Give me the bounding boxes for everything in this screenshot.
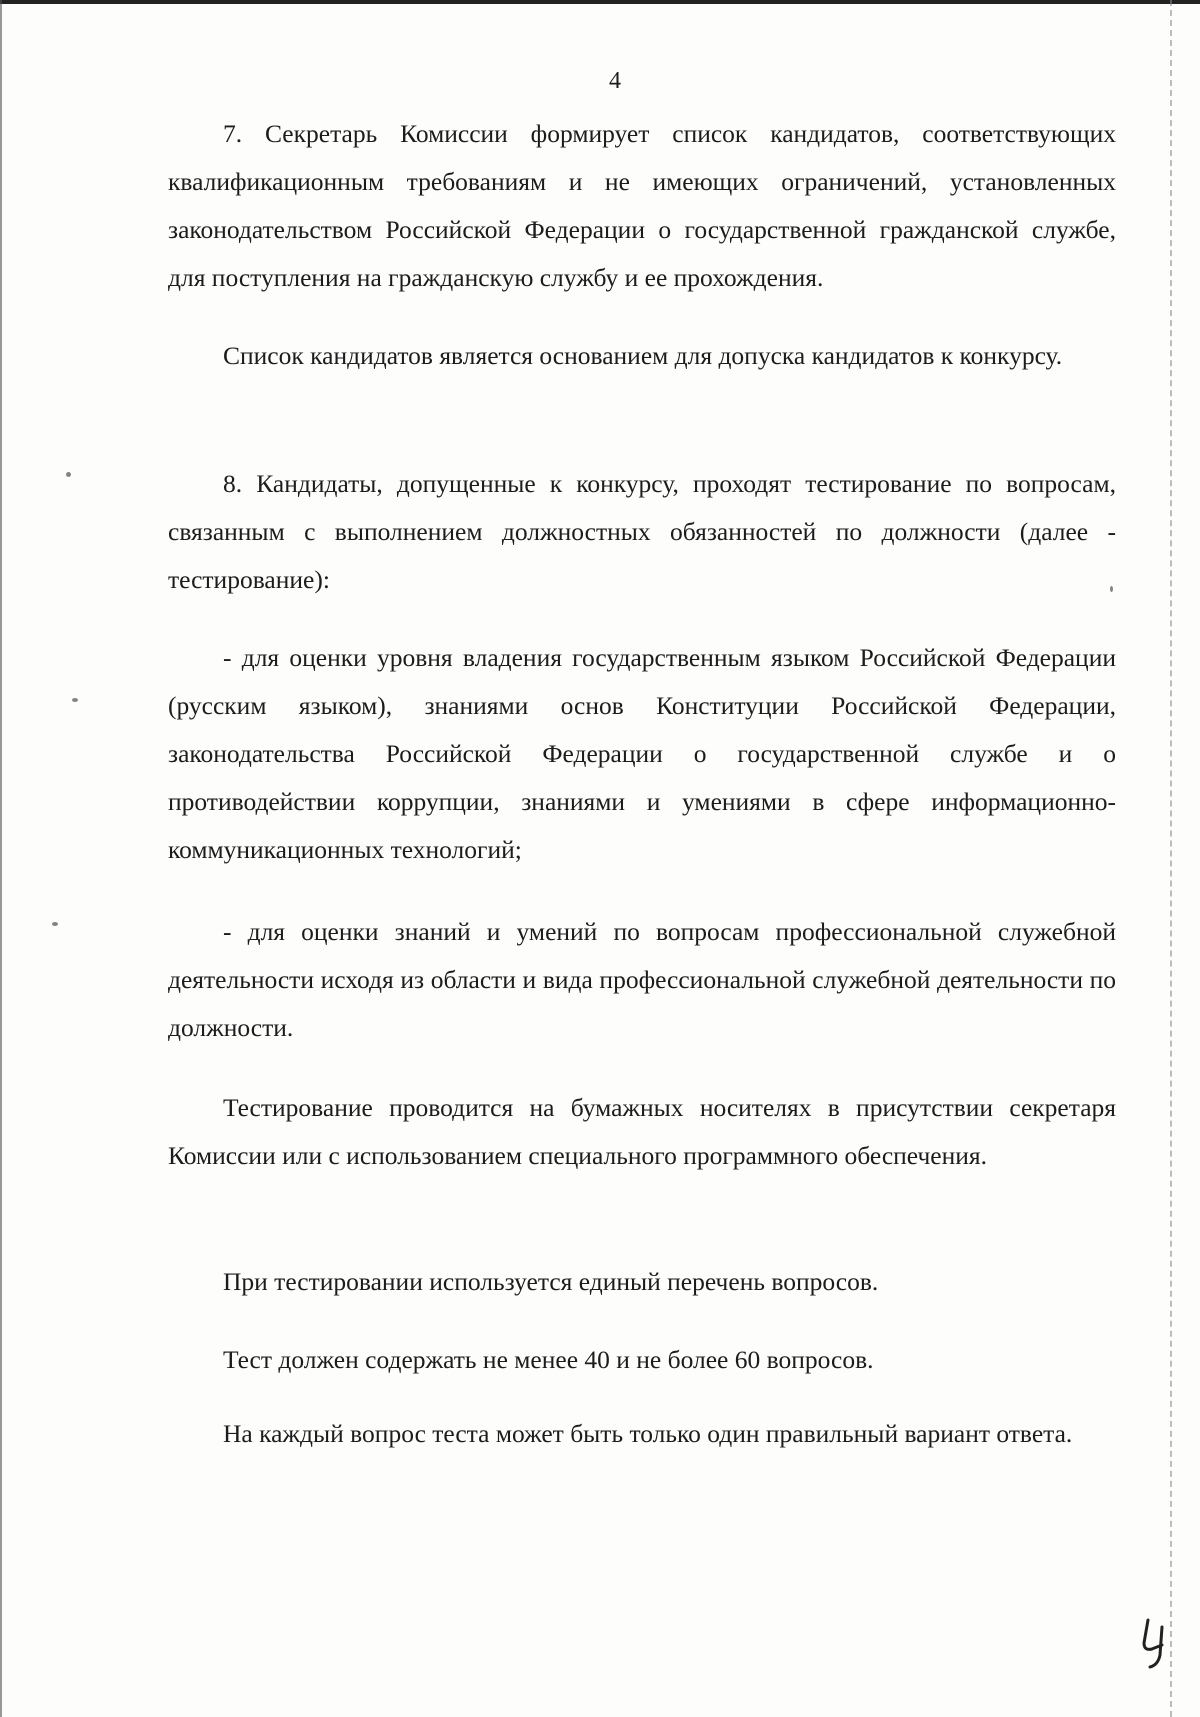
scan-left-edge xyxy=(0,0,2,1717)
scan-binding-edge xyxy=(1170,0,1173,1717)
scan-speck xyxy=(72,698,78,702)
paragraph-single-answer: На каждый вопрос теста может быть только один правильный вариант ответа. xyxy=(223,1419,1073,1448)
scan-speck xyxy=(52,922,58,926)
paragraph-list-basis: Список кандидатов является основанием для допуска кандидатов к конкурсу. xyxy=(223,341,1063,370)
paragraph-7-secretary-list: 7. Секретарь Комиссии формирует список кандидатов, соответствующих квалификационным требованиям и не имеющих ограничений, установленных законодательством Российской Федерации о государственной гражданской службе, для поступления на гражданскую службу и ее прохождения. xyxy=(168,119,1116,292)
scan-speck xyxy=(66,472,71,477)
scan-top-edge xyxy=(0,0,1200,4)
paragraph-question-list: При тестировании используется единый перечень вопросов. xyxy=(223,1267,879,1296)
paragraph-testing-professional: - для оценки знаний и умений по вопросам профессиональной служебной деятельности исходя из области и вида профессиональной служебной деятельности по должности. xyxy=(168,917,1116,1042)
paragraph-testing-format: Тестирование проводится на бумажных носителях в присутствии секретаря Комиссии или с использованием специального программного обеспечения. xyxy=(168,1093,1116,1170)
page-number: 4 xyxy=(609,68,621,94)
paragraph-testing-language: - для оценки уровня владения государственным языком Российской Федерации (русским языком), знаниями основ Конституции Российской Федерации, законодательства Российской Федерации о государственной службе и о противодействии коррупции, знаниями и умениями в сфере информационно-коммуникационных технологий; xyxy=(168,643,1116,864)
handwritten-page-mark xyxy=(1140,1615,1170,1670)
paragraph-question-count: Тест должен содержать не менее 40 и не более 60 вопросов. xyxy=(223,1345,874,1374)
paragraph-8-testing: 8. Кандидаты, допущенные к конкурсу, проходят тестирование по вопросам, связанным с выполнением должностных обязанностей по должности (далее - тестирование): xyxy=(168,469,1116,594)
scan-speck xyxy=(1110,586,1113,592)
